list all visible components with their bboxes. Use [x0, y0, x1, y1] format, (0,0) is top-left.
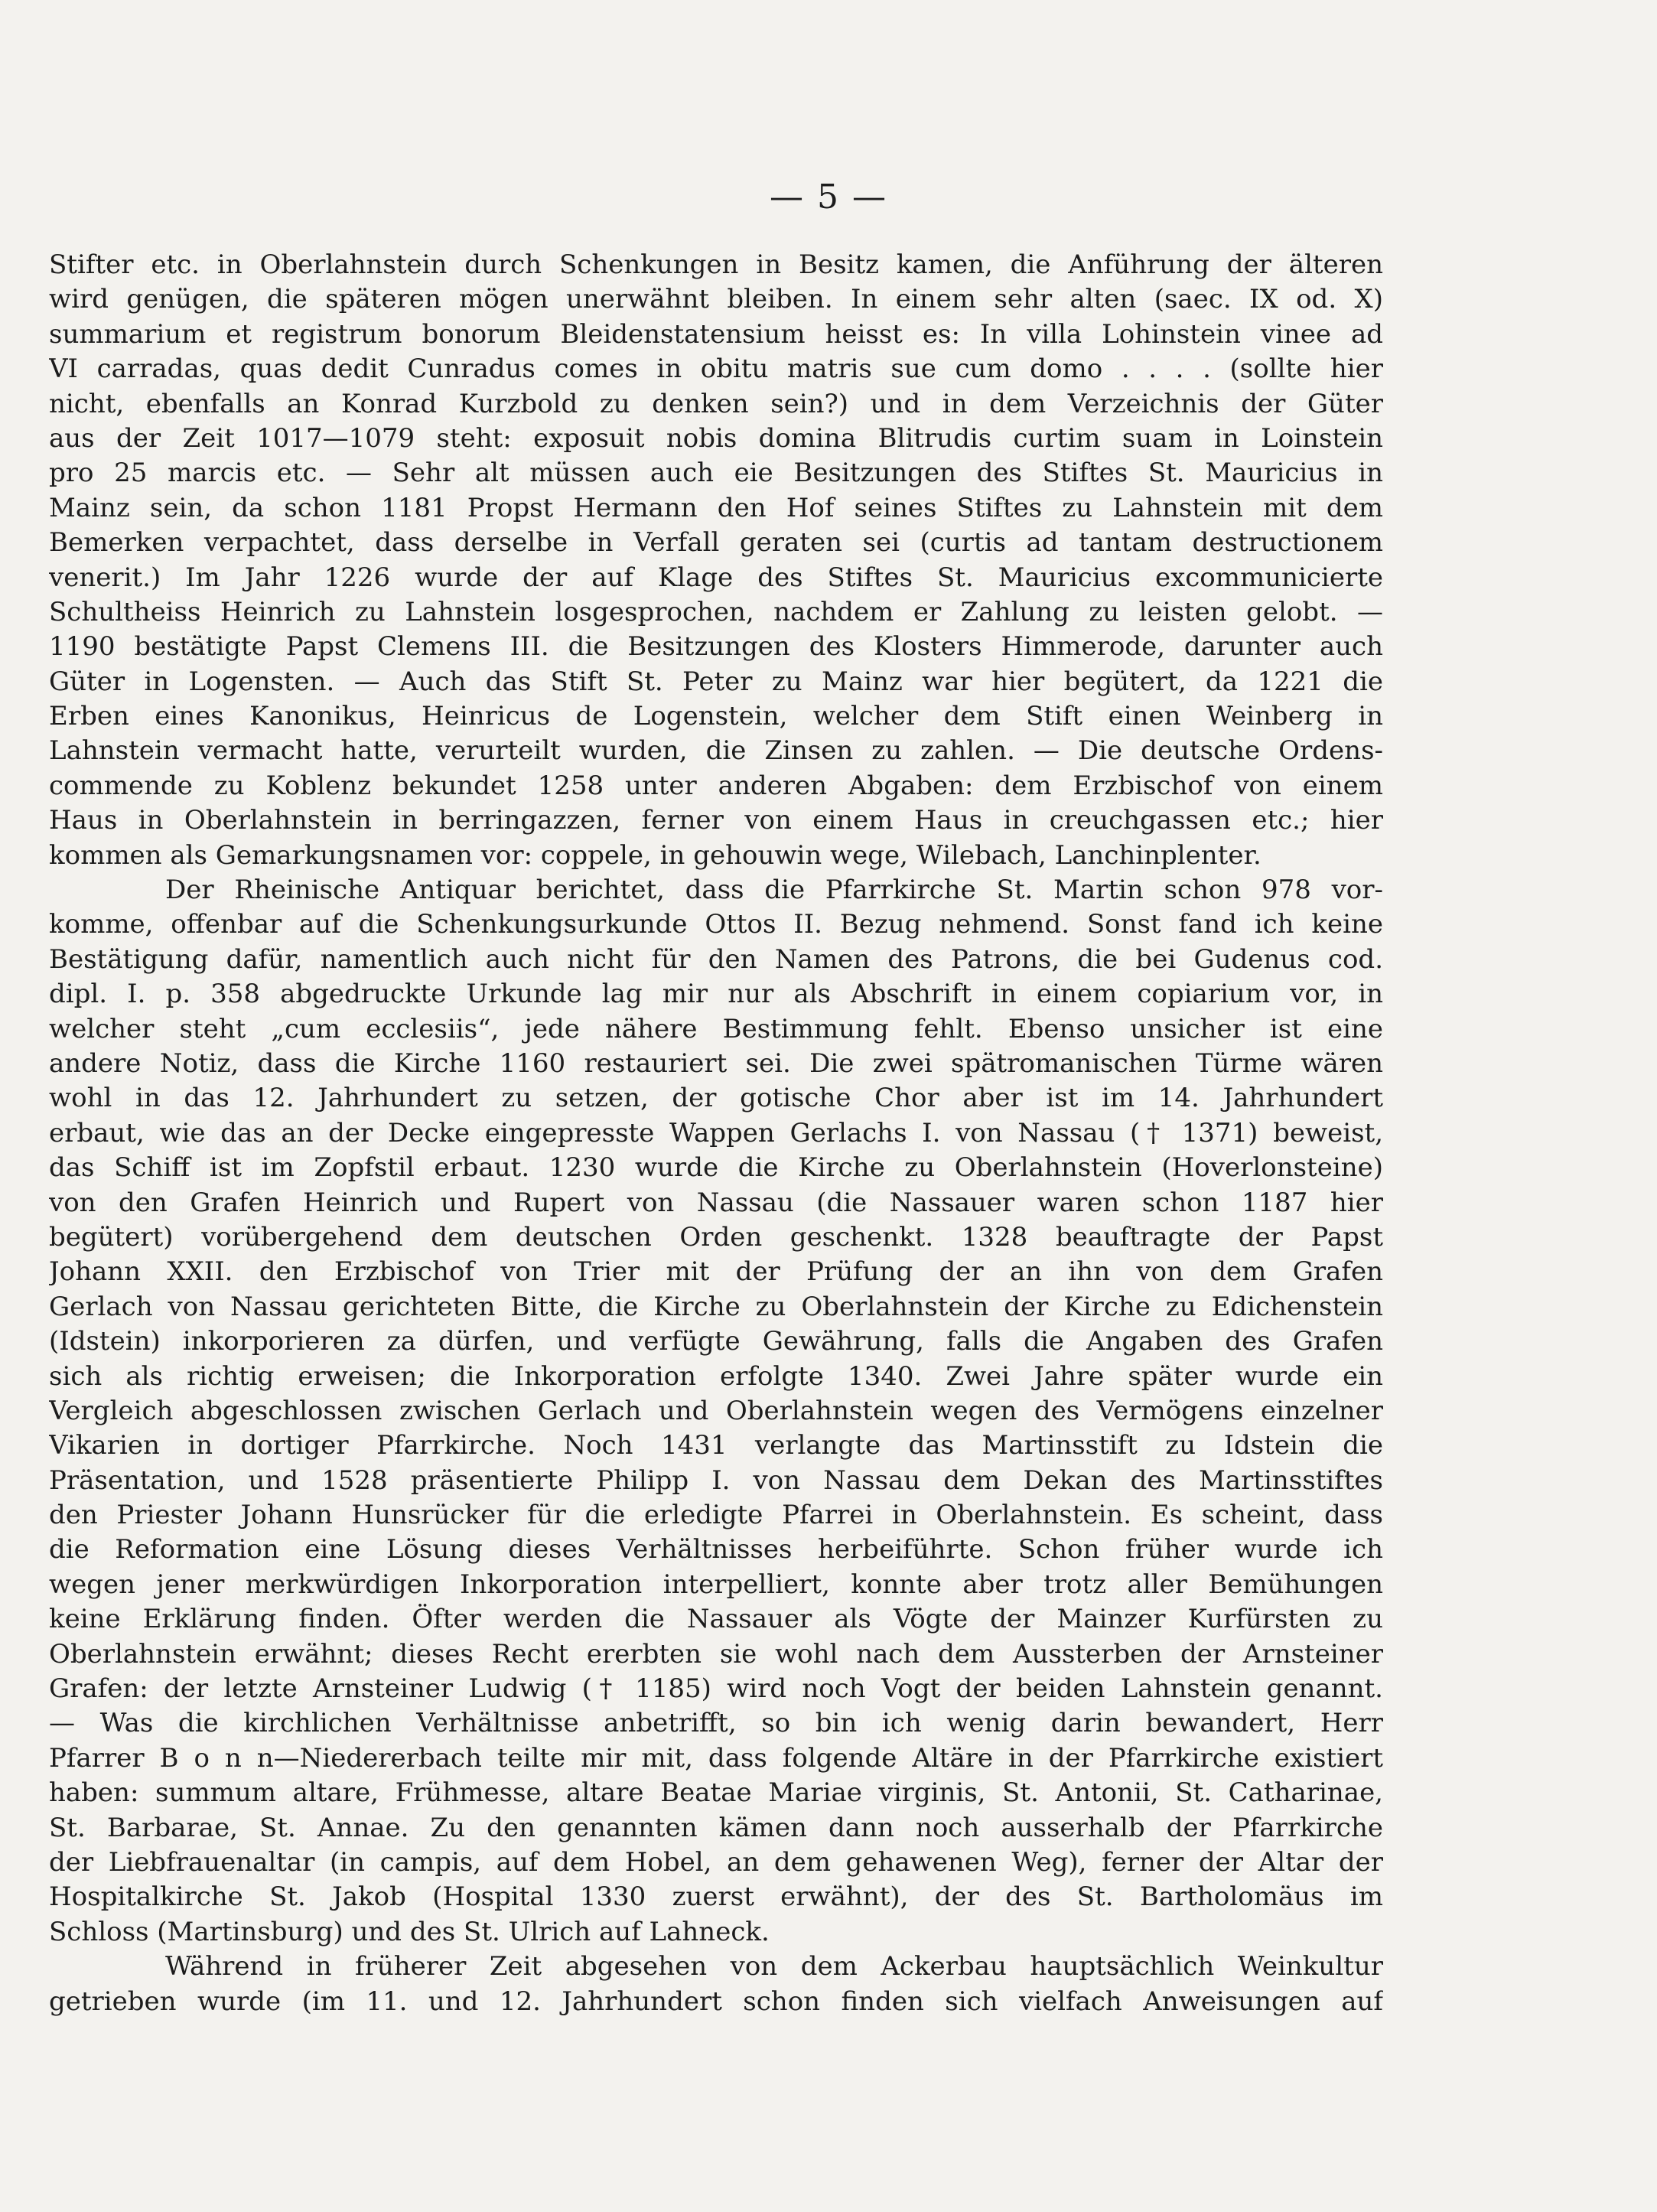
text-line: die Reformation eine Lösung dieses Verhältnisses herbeiführte. Schon früher wurde ich — [49, 1534, 1383, 1565]
text-line: summarium et registrum bonorum Bleidenstatensium heisst es: In villa Lohinstein vinee ad — [49, 318, 1383, 350]
text-line: Grafen: der letzte Arnsteiner Ludwig († 1185) wird noch Vogt der beiden Lahnstein genannt. — [49, 1673, 1383, 1705]
text-line: Lahnstein vermacht hatte, verurteilt wurden, die Zinsen zu zahlen. — Die deutsche Ordens- — [49, 735, 1383, 767]
text-line: andere Notiz, dass die Kirche 1160 restauriert sei. Die zwei spätromanischen Türme wären — [49, 1047, 1383, 1079]
text-line: pro 25 marcis etc. — Sehr alt müssen auch eie Besitzungen des Stiftes St. Mauricius in — [49, 458, 1383, 489]
text-line: der Liebfrauenaltar (in campis, auf dem Hobel, an dem gehawenen Weg), ferner der Altar der — [49, 1846, 1383, 1878]
text-line: VI carradas, quas dedit Cunradus comes in obitu matris sue cum domo . . . . (sollte hier — [49, 353, 1383, 385]
text-line: getrieben wurde (im 11. und 12. Jahrhundert schon finden sich vielfach Anweisungen auf — [49, 1986, 1383, 2017]
text-line: Johann XXII. den Erzbischof von Trier mit der Prüfung der an ihn von dem Grafen — [49, 1256, 1383, 1288]
text-line: Güter in Logensten. — Auch das Stift St. Peter zu Mainz war hier begütert, da 1221 die — [49, 666, 1383, 697]
text-line: erbaut, wie das an der Decke eingepresste Wappen Gerlachs I. von Nassau († 1371) beweist, — [49, 1117, 1383, 1148]
page-number: — 5 — — [770, 178, 887, 217]
text-line: wohl in das 12. Jahrhundert zu setzen, der gotische Chor aber ist im 14. Jahrhundert — [49, 1083, 1383, 1114]
text-line: Präsentation, und 1528 präsentierte Philipp I. von Nassau dem Dekan des Martinsstiftes — [49, 1464, 1383, 1496]
text-line: haben: summum altare, Frühmesse, altare Beatae Mariae virginis, St. Antonii, St. Catharinae, — [49, 1777, 1383, 1809]
text-line: Mainz sein, da schon 1181 Propst Hermann den Hof seines Stiftes zu Lahnstein mit dem — [49, 492, 1383, 523]
text-line: aus der Zeit 1017—1079 steht: exposuit nobis domina Blitrudis curtim suam in Loinstein — [49, 422, 1383, 454]
text-line: Schultheiss Heinrich zu Lahnstein losgesprochen, nachdem er Zahlung zu leisten gelobt. — — [49, 596, 1383, 627]
text-line: Bestätigung dafür, namentlich auch nicht für den Namen des Patrons, die bei Gudenus cod. — [49, 943, 1383, 975]
text-line: 1190 bestätigte Papst Clemens III. die Besitzungen des Klosters Himmerode, darunter auch — [49, 631, 1383, 663]
text-line: wegen jener merkwürdigen Inkorporation interpelliert, konnte aber trotz aller Bemühungen — [49, 1569, 1383, 1600]
text-line: venerit.) Im Jahr 1226 wurde der auf Klage des Stiftes St. Mauricius excommunicierte — [49, 562, 1383, 593]
text-line: St. Barbarae, St. Annae. Zu den genannten kämen dann noch ausserhalb der Pfarrkirche — [49, 1812, 1383, 1843]
text-line: Oberlahnstein erwähnt; dieses Recht ererbten sie wohl nach dem Aussterben der Arnsteiner — [49, 1638, 1383, 1670]
text-line: — Was die kirchlichen Verhältnisse anbetrifft, so bin ich wenig darin bewandert, Herr — [49, 1708, 1383, 1739]
text-line: nicht, ebenfalls an Konrad Kurzbold zu denken sein?) und in dem Verzeichnis der Güter — [49, 388, 1383, 419]
text-line: keine Erklärung finden. Öfter werden die Nassauer als Vögte der Mainzer Kurfürsten zu — [49, 1604, 1383, 1635]
text-line: das Schiff ist im Zopfstil erbaut. 1230 wurde die Kirche zu Oberlahnstein (Hoverlonsteine) — [49, 1152, 1383, 1184]
text-line: Bemerken verpachtet, dass derselbe in Verfall geraten sei (curtis ad tantam destructionem — [49, 527, 1383, 559]
text-line: Erben eines Kanonikus, Heinricus de Logenstein, welcher dem Stift einen Weinberg in — [49, 701, 1383, 732]
text-line: begütert) vorübergehend dem deutschen Orden geschenkt. 1328 beauftragte der Papst — [49, 1221, 1383, 1253]
text-line: den Priester Johann Hunsrücker für die erledigte Pfarrei in Oberlahnstein. Es scheint, dass — [49, 1500, 1383, 1531]
text-line: welcher steht „cum ecclesiis“, jede nähere Bestimmung fehlt. Ebenso unsicher ist eine — [49, 1013, 1383, 1044]
body-text — [49, 248, 1383, 2019]
text-line: commende zu Koblenz bekundet 1258 unter anderen Abgaben: dem Erzbischof von einem — [49, 770, 1383, 801]
text-line: (Idstein) inkorporieren za dürfen, und verfügte Gewährung, falls die Angaben des Grafen — [49, 1326, 1383, 1357]
text-line: Gerlach von Nassau gerichteten Bitte, die Kirche zu Oberlahnstein der Kirche zu Edichenstein — [49, 1291, 1383, 1322]
text-line: Während in früherer Zeit abgesehen von dem Ackerbau hauptsächlich Weinkultur — [165, 1951, 1383, 1982]
text-line: Vergleich abgeschlossen zwischen Gerlach und Oberlahnstein wegen des Vermögens einzelner — [49, 1395, 1383, 1426]
text-line: Vikarien in dortiger Pfarrkirche. Noch 1431 verlangte das Martinsstift zu Idstein die — [49, 1430, 1383, 1461]
text-line: von den Grafen Heinrich und Rupert von Nassau (die Nassauer waren schon 1187 hier — [49, 1187, 1383, 1218]
text-line: sich als richtig erweisen; die Inkorporation erfolgte 1340. Zwei Jahre später wurde ein — [49, 1360, 1383, 1392]
text-line: komme, offenbar auf die Schenkungsurkunde Ottos II. Bezug nehmend. Sonst fand ich keine — [49, 909, 1383, 940]
text-line: Stifter etc. in Oberlahnstein durch Schenkungen in Besitz kamen, die Anführung der älteren — [49, 249, 1383, 280]
text-line: wird genügen, die späteren mögen unerwähnt bleiben. In einem sehr alten (saec. IX od. X) — [49, 284, 1383, 315]
text-line: Hospitalkirche St. Jakob (Hospital 1330 zuerst erwähnt), der des St. Bartholomäus im — [49, 1881, 1383, 1913]
text-line: Pfarrer B o n n—Niedererbach teilte mir mit, dass folgende Altäre in der Pfarrkirche existiert — [49, 1742, 1383, 1774]
text-line: Schloss (Martinsburg) und des St. Ulrich auf Lahneck. — [49, 1916, 770, 1947]
text-line: Haus in Oberlahnstein in berringazzen, ferner von einem Haus in creuchgassen etc.; hier — [49, 805, 1383, 836]
text-line: Der Rheinische Antiquar berichtet, dass die Pfarrkirche St. Martin schon 978 vor- — [165, 875, 1383, 906]
text-line: kommen als Gemarkungsnamen vor: coppele, in gehouwin wege, Wilebach, Lanchinplenter. — [49, 839, 1261, 871]
text-line: dipl. I. p. 358 abgedruckte Urkunde lag mir nur als Abschrift in einem copiarium vor, in — [49, 979, 1383, 1010]
